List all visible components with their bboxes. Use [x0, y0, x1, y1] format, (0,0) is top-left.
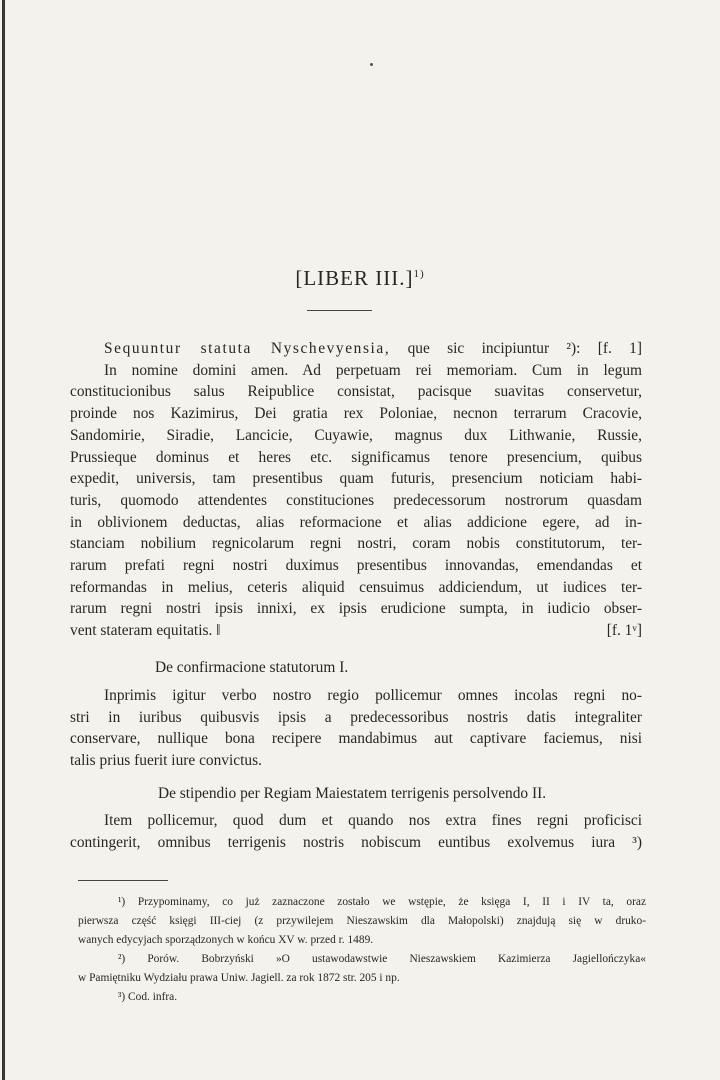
text-line: reformandas in melius, ceteris aliquid censuimus addiciendum, ut iudices ter- — [70, 578, 642, 596]
incipit-text: Sequuntur statuta Nyschevyensia, — [104, 340, 391, 357]
text-line: Item pollicemur, quod dum et quando nos extra fines regni proficisci — [104, 812, 642, 829]
last-line-text: vent stateram equitatis. ‖ — [70, 622, 221, 640]
section-heading-1: De confirmacione statutorum I. — [155, 659, 349, 676]
text-line: Sandomirie, Siradie, Lancicie, Cuyawie, magnus dux Lithwanie, Russie, — [70, 426, 642, 444]
text-line — [70, 338, 642, 360]
text-line: stri in iuribus quibusvis ipsis a predecessoribus nostris datis integraliter — [70, 708, 642, 726]
section-heading-2: De stipendio per Regiam Maiestatem terrigenis persolvendo II. — [158, 785, 547, 802]
text-line: In nomine domini amen. Ad perpetuam rei memoriam. Cum in legum — [104, 361, 642, 379]
paragraph-preamble — [70, 338, 642, 642]
title-rule — [307, 310, 372, 311]
paragraph-section-1 — [70, 685, 642, 772]
text-line: stanciam nobilium regnicolarum regni nostri, coram nobis constitutorum, ter- — [70, 535, 642, 553]
text-line: conservare, nullique bona recipere mandabimus aut captivare faciemus, nisi — [70, 730, 642, 748]
text-line: constitucionibus salus Reipublice consistat, pacisque suavitas conservetur, — [70, 383, 642, 401]
footnote-line: ²) Porów. Bobrzyński »O ustawodawstwie Nieszawskiem Kazimierza Jagiellończyka« — [118, 953, 646, 965]
footnote-line: w Pamiętniku Wydziału prawa Uniw. Jagiell. za rok 1872 str. 205 i np. — [78, 972, 400, 984]
text-line: proinde nos Kazimirus, Dei gratia rex Poloniae, necnon terrarum Cracovie, — [70, 405, 642, 423]
footnotes — [78, 893, 646, 1007]
page-mark — [370, 63, 373, 66]
binding-edge — [2, 0, 5, 1080]
paragraph-section-2 — [70, 810, 642, 853]
book-title — [0, 266, 720, 291]
footnote-line: ¹) Przypominamy, co już zaznaczone zostało we wstępie, że księga I, II i IV ta, oraz — [118, 896, 646, 908]
folio-marker: [f. 1ᵛ] — [606, 622, 642, 640]
footnote-line: wanych edycyjach sporządzonych w końcu XV w. przed r. 1489. — [78, 934, 374, 946]
text-line: talis prius fuerit iure convictus. — [70, 752, 262, 770]
footnote-line: pierwsza część księgi III-ciej (z przywilejem Nieszawskim dla Małopolski) znajdują się w druko- — [78, 915, 646, 927]
footnote-line: ³) Cod. infra. — [118, 991, 178, 1003]
text-line: Inprimis igitur verbo nostro regio pollicemur omnes incolas regni no- — [104, 687, 642, 704]
text-line: turis, quomodo attendentes constituciones predecessorum nostrorum quasdam — [70, 491, 642, 509]
text-line: rarum prefati regni nostri duximus presentibus innovandas, emendandas et — [70, 557, 642, 575]
text-line: rarum regni nostri ipsis innixi, ex ipsis erudicione sumpta, in iudicio obser- — [70, 600, 642, 618]
incipit-tail: que sic incipiuntur ²): [f. 1] — [390, 340, 642, 357]
text-line: Prussieque dominus et heres etc. significamus tenore presencium, quibus — [70, 448, 642, 466]
title-text: [LIBER III.] — [295, 266, 414, 290]
text-line — [70, 620, 642, 642]
text-line: in oblivionem deductas, alias reformacione et alias addicione egere, ad in- — [70, 513, 642, 531]
text-line: expedit, universis, tam presentibus quam futuris, presencium noticiam habi- — [70, 470, 642, 488]
text-line: contingerit, omnibus terrigenis nostris nobiscum euntibus exolvemus iura ³) — [70, 833, 642, 851]
footnote-rule — [78, 880, 168, 881]
title-footnote-ref: 1) — [413, 268, 425, 280]
